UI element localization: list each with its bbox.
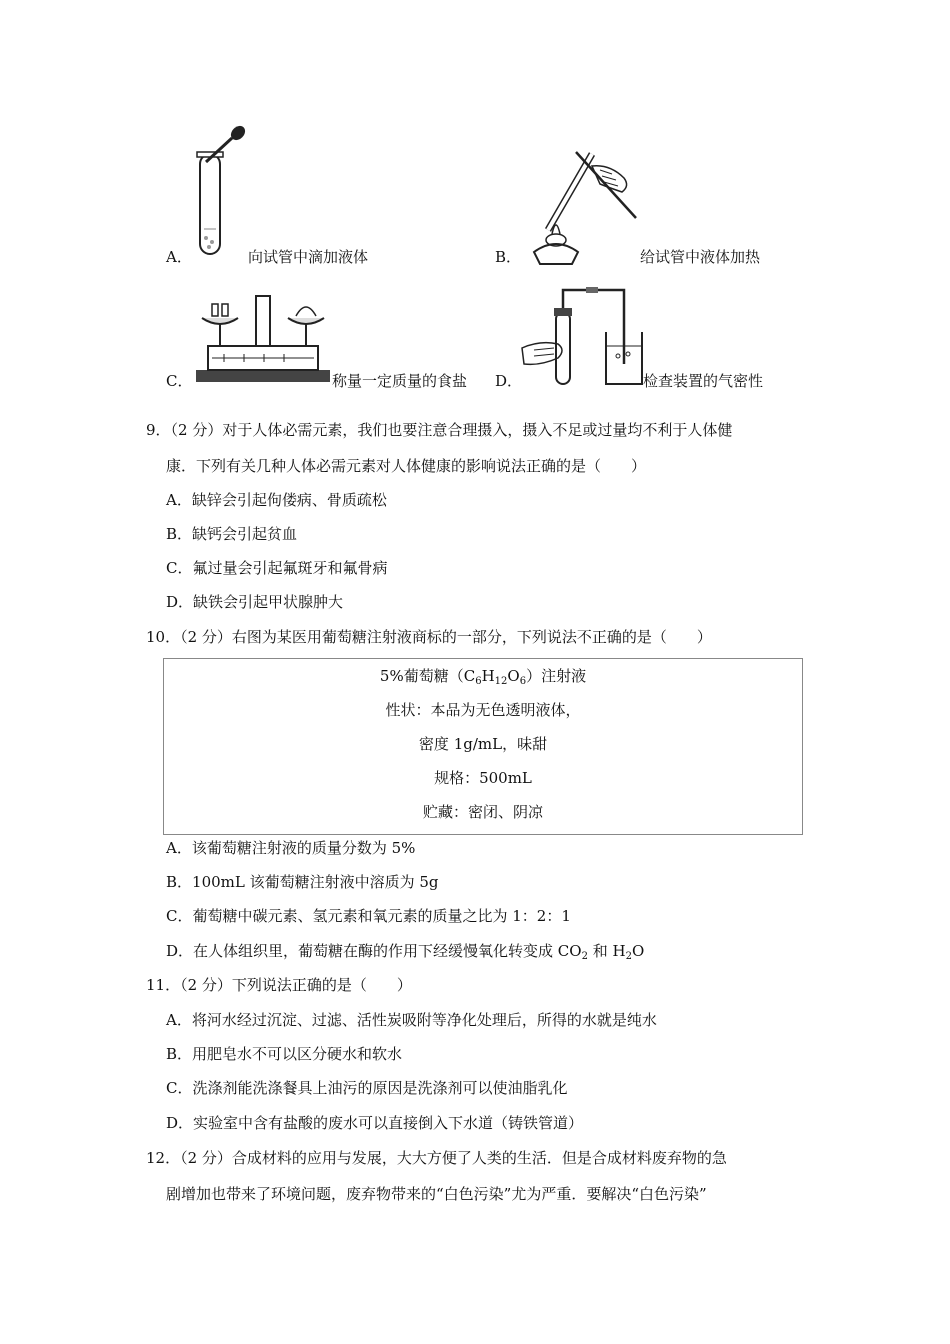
q8-option-d-letter: D． [495,372,523,390]
q8-option-d-caption: 检查装置的气密性 [643,372,764,390]
q8-option-b-letter: B． [495,248,522,266]
glucose-label-spec: 规格：500mL [434,769,532,787]
q11-option-a: A．将河水经过沉淀、过滤、活性炭吸附等净化处理后，所得的水就是纯水 [166,1011,657,1029]
q8-option-c-letter: C． [166,372,193,390]
q9-option-c: C．氟过量会引起氟斑牙和氟骨病 [166,559,388,577]
q10-stem: 10．（2 分）右图为某医用葡萄糖注射液商标的一部分，下列说法不正确的是（ ） [146,628,712,646]
q9-option-b: B．缺钙会引起贫血 [166,525,298,543]
q10-option-a: A．该葡萄糖注射液的质量分数为 5% [166,839,416,857]
q12-stem-line2: 剧增加也带来了环境问题，废弃物带来的“白色污染”尤为严重．要解决“白色污染” [166,1185,707,1203]
glucose-label-density: 密度 1g/mL，味甜 [418,735,548,753]
q8-option-c-caption: 称量一定质量的食盐 [332,372,468,390]
heating-test-tube-figure [526,144,644,266]
glucose-label-title: 5%葡萄糖$(C_6H_{12}O_6)$注射液 [379,667,587,687]
q9-option-a: A．缺锌会引起佝偻病、骨质疏松 [166,491,387,509]
q9-stem-line2: 康．下列有关几种人体必需元素对人体健康的影响说法正确的是（ ） [166,457,647,475]
q11-option-c: C．洗涤剂能洗涤餐具上油污的原因是洗涤剂可以使油脂乳化 [166,1079,568,1097]
q11-stem: 11．（2 分）下列说法正确的是（ ） [146,976,412,994]
q10-option-b: B．100mL 该葡萄糖注射液中溶质为 5g [166,873,439,891]
q9-option-d: D．缺铁会引起甲状腺肿大 [166,593,344,611]
glucose-label-storage: 贮藏：密闭、阴凉 [422,803,543,821]
q10-option-d: D．在人体组织里，葡萄糖在酶的作用下经缓慢氧化转变成 $CO_2$ 和 $H_2O$ [166,942,645,962]
q12-stem-line1: 12．（2 分）合成材料的应用与发展，大大方便了人类的生活．但是合成材料废弃物的急 [146,1149,727,1167]
q11-option-d: D．实验室中含有盐酸的废水可以直接倒入下水道（铸铁管道） [166,1114,584,1132]
q8-option-a-caption: 向试管中滴加液体 [248,248,369,266]
q8-option-a-letter: A． [166,248,192,266]
glucose-label-property: 性状：本品为无色透明液体， [385,701,581,719]
balance-scale-figure [194,290,332,386]
glucose-label-box [163,658,803,835]
q10-option-c: C．葡萄糖中碳元素、氢元素和氧元素的质量之比为 1：2：1 [166,907,571,925]
q11-option-b: B．用肥皂水不可以区分硬水和软水 [166,1045,403,1063]
dropper-test-tube-figure [192,124,250,266]
airtightness-check-figure [520,284,646,388]
q9-stem-line1: 9．（2 分）对于人体必需元素，我们也要注意合理摄入，摄入不足或过量均不利于人体健 [146,421,733,439]
q8-option-b-caption: 给试管中液体加热 [640,248,761,266]
